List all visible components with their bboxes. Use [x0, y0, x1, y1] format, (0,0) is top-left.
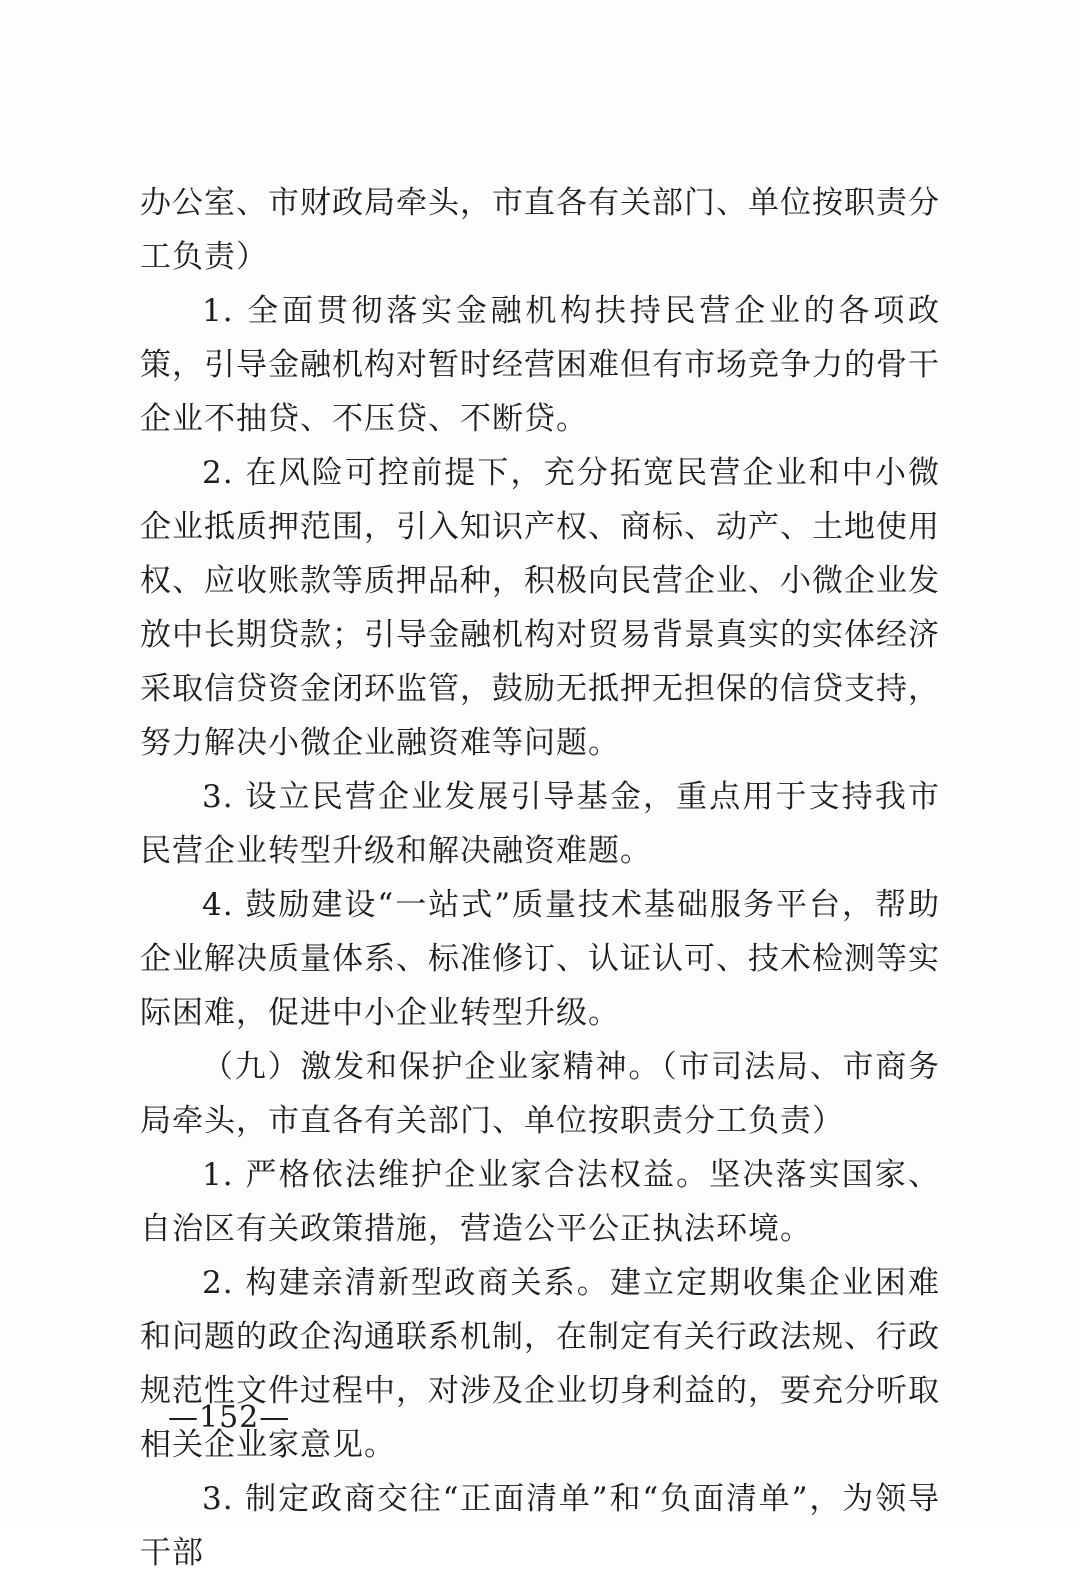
paragraph: 1. 严格依法维护企业家合法权益。坚决落实国家、自治区有关政策措施，营造公平公正执法环境。	[140, 1157, 940, 1247]
page-number: —152—	[168, 1400, 291, 1435]
document-body	[140, 176, 940, 1580]
paragraph: （九）激发和保护企业家精神。（市司法局、市商务局牵头，市直各有关部门、单位按职责分工负责）	[140, 1049, 940, 1139]
paragraph: 2. 构建亲清新型政商关系。建立定期收集企业困难和问题的政企沟通联系机制，在制定有关行政法规、行政规范性文件过程中，对涉及企业切身利益的，要充分听取相关企业家意见。	[140, 1265, 940, 1463]
paragraph: 2. 在风险可控前提下，充分拓宽民营企业和中小微企业抵质押范围，引入知识产权、商标、动产、土地使用权、应收账款等质押品种，积极向民营企业、小微企业发放中长期贷款；引导金融机构对贸易背景真实的实体经济采取信贷资金闭环监管，鼓励无抵押无担保的信贷支持，努力解决小微企业融资难等问题。	[140, 455, 940, 761]
paragraph: 3. 制定政商交往“正面清单”和“负面清单”，为领导干部	[140, 1481, 940, 1571]
paragraph: 3. 设立民营企业发展引导基金，重点用于支持我市民营企业转型升级和解决融资难题。	[140, 779, 940, 869]
paragraph: 办公室、市财政局牵头，市直各有关部门、单位按职责分工负责）	[140, 185, 940, 275]
paragraph: 1. 全面贯彻落实金融机构扶持民营企业的各项政策，引导金融机构对暂时经营困难但有市场竞争力的骨干企业不抽贷、不压贷、不断贷。	[140, 293, 940, 437]
paragraph: 4. 鼓励建设“一站式”质量技术基础服务平台，帮助企业解决质量体系、标准修订、认证认可、技术检测等实际困难，促进中小企业转型升级。	[140, 887, 940, 1031]
